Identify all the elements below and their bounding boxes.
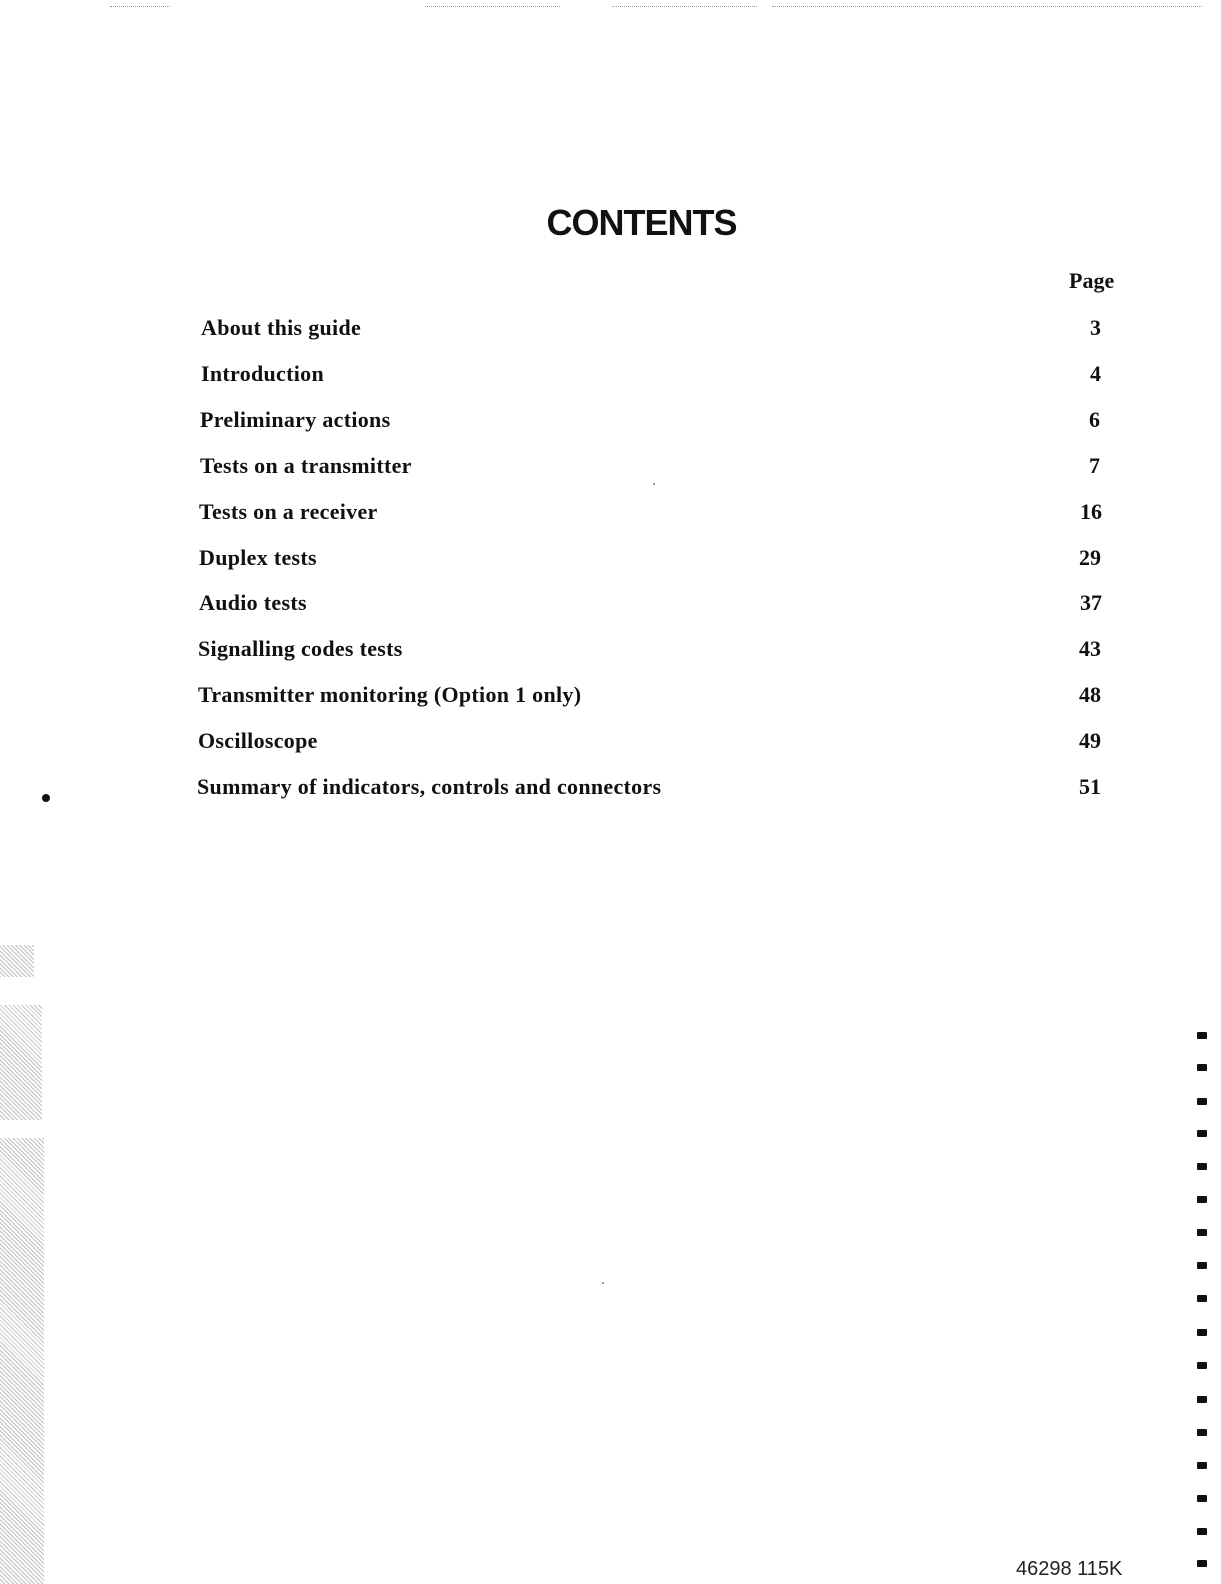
binder-mark — [1197, 1560, 1207, 1567]
binder-mark — [1197, 1064, 1207, 1071]
binder-mark — [1197, 1329, 1207, 1336]
toc-entry-label: Duplex tests — [199, 545, 317, 570]
toc-entry-page: 49 — [1079, 728, 1101, 753]
toc-entry-label: About this guide — [201, 315, 362, 340]
scan-speck — [653, 483, 655, 485]
punch-dot — [42, 794, 50, 802]
page-title: CONTENTS — [546, 202, 737, 243]
toc-entry — [199, 545, 1101, 571]
binder-mark — [1197, 1495, 1207, 1502]
toc-entry — [201, 315, 1101, 341]
toc-entry-label: Signalling codes tests — [198, 636, 403, 661]
binder-mark — [1197, 1032, 1207, 1039]
toc-entry-label: Tests on a transmitter — [200, 453, 412, 478]
toc-entry-page: 43 — [1079, 636, 1101, 661]
toc-entry-label: Introduction — [201, 361, 324, 386]
toc-entry — [200, 453, 1100, 479]
footer-code: 46298 115K — [1016, 1558, 1123, 1580]
binder-mark — [1197, 1362, 1207, 1369]
toc-entry-page: 6 — [1089, 407, 1100, 432]
toc-entry — [199, 590, 1102, 616]
toc-entry-page: 48 — [1079, 682, 1101, 707]
scan-artifact-top — [110, 6, 170, 9]
toc-entry — [198, 682, 1101, 708]
scan-artifact-left-edge — [0, 1138, 44, 1584]
toc-entry-page: 16 — [1080, 499, 1102, 524]
toc-entry — [200, 407, 1100, 433]
toc-entry-label: Oscilloscope — [198, 728, 318, 753]
scan-artifact-top — [612, 6, 757, 9]
toc-entry-label: Summary of indicators, controls and connectors — [197, 774, 662, 799]
toc-entry — [198, 728, 1101, 754]
toc-entry-page: 7 — [1089, 453, 1100, 478]
toc-entry-label: Transmitter monitoring (Option 1 only) — [198, 682, 582, 707]
toc-entry — [199, 499, 1102, 525]
binder-mark — [1197, 1262, 1207, 1269]
toc-entry-page: 37 — [1080, 590, 1102, 615]
toc-entry-page: 3 — [1090, 315, 1101, 340]
binder-mark — [1197, 1098, 1207, 1105]
toc-entry-label: Preliminary actions — [200, 407, 391, 432]
toc-entry — [197, 774, 1101, 800]
binder-mark — [1197, 1429, 1207, 1436]
toc-entry — [201, 361, 1101, 387]
toc-entry-page: 51 — [1079, 774, 1101, 799]
binder-mark — [1197, 1396, 1207, 1403]
toc-entry-label: Tests on a receiver — [199, 499, 378, 524]
binder-mark — [1197, 1462, 1207, 1469]
binder-mark — [1197, 1229, 1207, 1236]
page-column-header: Page — [1069, 268, 1115, 293]
toc-entry-page: 29 — [1079, 545, 1101, 570]
scan-artifact-top — [425, 6, 560, 9]
scan-artifact-top — [772, 6, 1202, 9]
toc-entry-page: 4 — [1090, 361, 1101, 386]
binder-mark — [1197, 1163, 1207, 1170]
binder-mark — [1197, 1295, 1207, 1302]
binder-mark — [1197, 1130, 1207, 1137]
binder-mark — [1197, 1528, 1207, 1535]
scan-speck — [602, 1282, 604, 1284]
binder-mark — [1197, 1196, 1207, 1203]
toc-entry — [198, 636, 1101, 662]
toc-entry-label: Audio tests — [199, 590, 307, 615]
scan-artifact-left-edge — [0, 945, 34, 977]
scan-artifact-left-edge — [0, 1005, 42, 1120]
